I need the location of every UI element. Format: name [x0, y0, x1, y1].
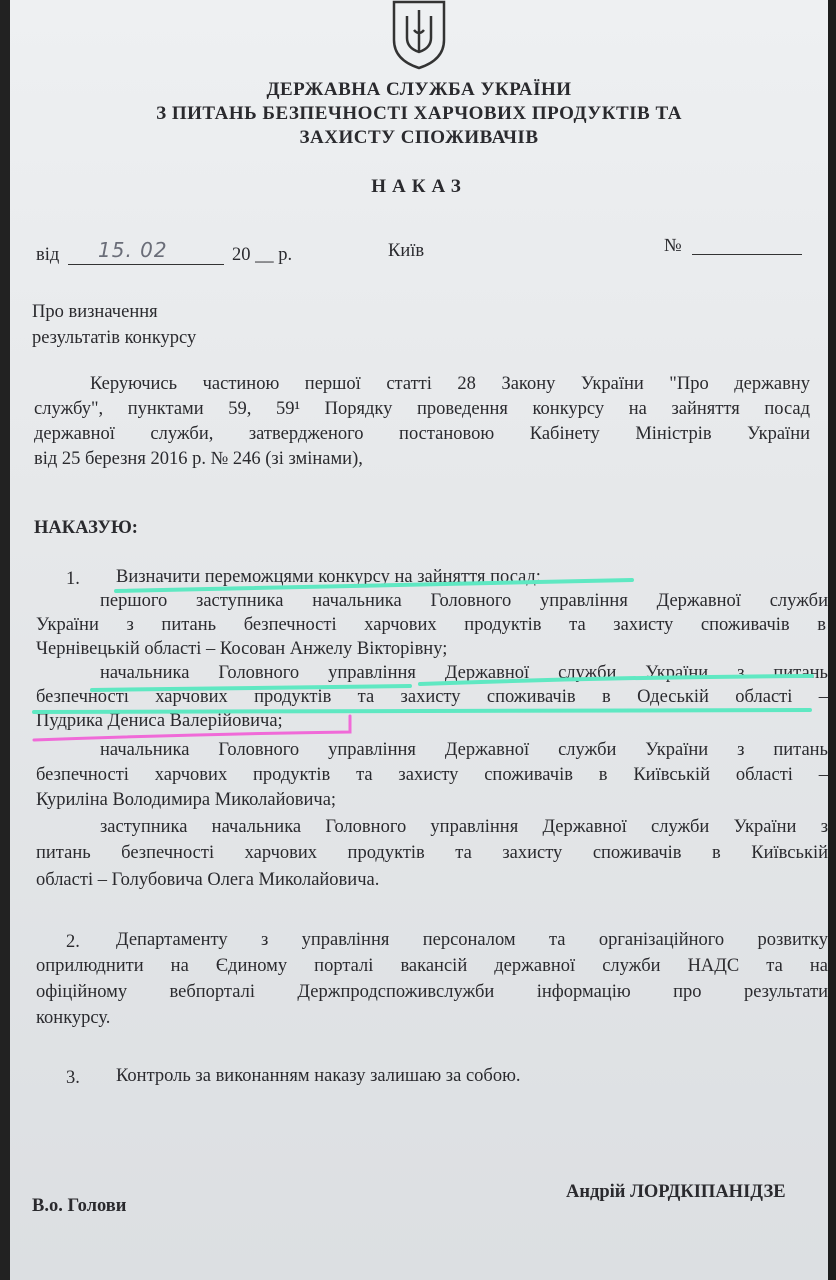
preamble-line-3: державної служби, затвердженого постановою Кабінету Міністрів України	[34, 424, 810, 444]
photo-edge-left	[0, 0, 10, 1280]
preamble-line-1: Керуючись частиною першої статті 28 Закону України "Про державну	[90, 374, 810, 394]
subject-line-1: Про визначення	[32, 302, 158, 322]
date-from-label: від	[36, 245, 60, 265]
item-1b-line-3: Пудрика Дениса Валерійовича;	[36, 711, 283, 731]
number-underline	[692, 254, 802, 255]
header-line-2: З ПИТАНЬ БЕЗПЕЧНОСТІ ХАРЧОВИХ ПРОДУКТІВ ТА	[156, 103, 682, 124]
item-1c-line-1: начальника Головного управління Державної служби України з питань	[100, 740, 828, 760]
item-2-line-2: оприлюднити на Єдиному порталі вакансій державної служби НАДС та на	[36, 956, 828, 976]
preamble-line-2: службу", пунктами 59, 59¹ Порядку проведення конкурсу на зайняття посад	[34, 399, 810, 419]
handwritten-date: 15. 02	[98, 238, 168, 262]
item-2-line-3: офіційному вебпорталі Держпродспоживслужби інформацію про результати	[36, 982, 828, 1002]
order-word: НАКАЗУЮ:	[34, 518, 138, 538]
item-2-line-1: Департаменту з управління персоналом та організаційного розвитку	[116, 930, 828, 950]
document-page	[10, 0, 828, 1280]
number-label: №	[664, 236, 682, 256]
item-1d-line-1: заступника начальника Головного управління Державної служби України з	[100, 817, 828, 837]
item-3-text: Контроль за виконанням наказу залишаю за собою.	[116, 1066, 521, 1086]
item-1d-line-3: області – Голубовича Олега Миколайовича.	[36, 870, 380, 890]
city-label: Київ	[388, 241, 425, 261]
document-title: НАКАЗ	[371, 176, 467, 197]
date-underline	[68, 264, 224, 265]
item-1-lead: Визначити переможцями конкурсу на зайняття посад:	[116, 567, 541, 587]
preamble-line-4: від 25 березня 2016 р. № 246 (зі змінами),	[34, 449, 363, 469]
item-1d-line-2: питань безпечності харчових продуктів та захисту споживачів в Київській	[36, 843, 828, 863]
subject-line-2: результатів конкурсу	[32, 328, 197, 348]
item-2-number: 2.	[66, 932, 80, 952]
item-1c-line-3: Куриліна Володимира Миколайовича;	[36, 790, 337, 810]
photo-edge-right	[828, 0, 836, 1280]
header-line-3: ЗАХИСТУ СПОЖИВАЧІВ	[299, 127, 539, 148]
item-1b-line-1: начальника Головного управління Державної служби України з питань	[100, 663, 828, 683]
trident-emblem-icon	[388, 0, 450, 70]
item-2-line-4: конкурсу.	[36, 1008, 111, 1028]
header-line-1: ДЕРЖАВНА СЛУЖБА УКРАЇНИ	[266, 79, 572, 100]
item-1c-line-2: безпечності харчових продуктів та захисту споживачів в Київській області –	[36, 765, 828, 785]
item-1a-line-2: України з питань безпечності харчових продуктів та захисту споживачів в	[36, 615, 826, 635]
signature-position: В.о. Голови	[32, 1196, 127, 1216]
item-1a-line-1: першого заступника начальника Головного управління Державної служби	[100, 591, 828, 611]
year-label: 20 __ р.	[232, 245, 293, 265]
item-1-number: 1.	[66, 569, 80, 589]
item-3-number: 3.	[66, 1068, 80, 1088]
item-1b-line-2: безпечності харчових продуктів та захисту споживачів в Одеській області –	[36, 687, 828, 707]
signature-name: Андрій ЛОРДКІПАНІДЗЕ	[566, 1182, 786, 1202]
item-1a-line-3: Чернівецькій області – Косован Анжелу Вікторівну;	[36, 639, 448, 659]
